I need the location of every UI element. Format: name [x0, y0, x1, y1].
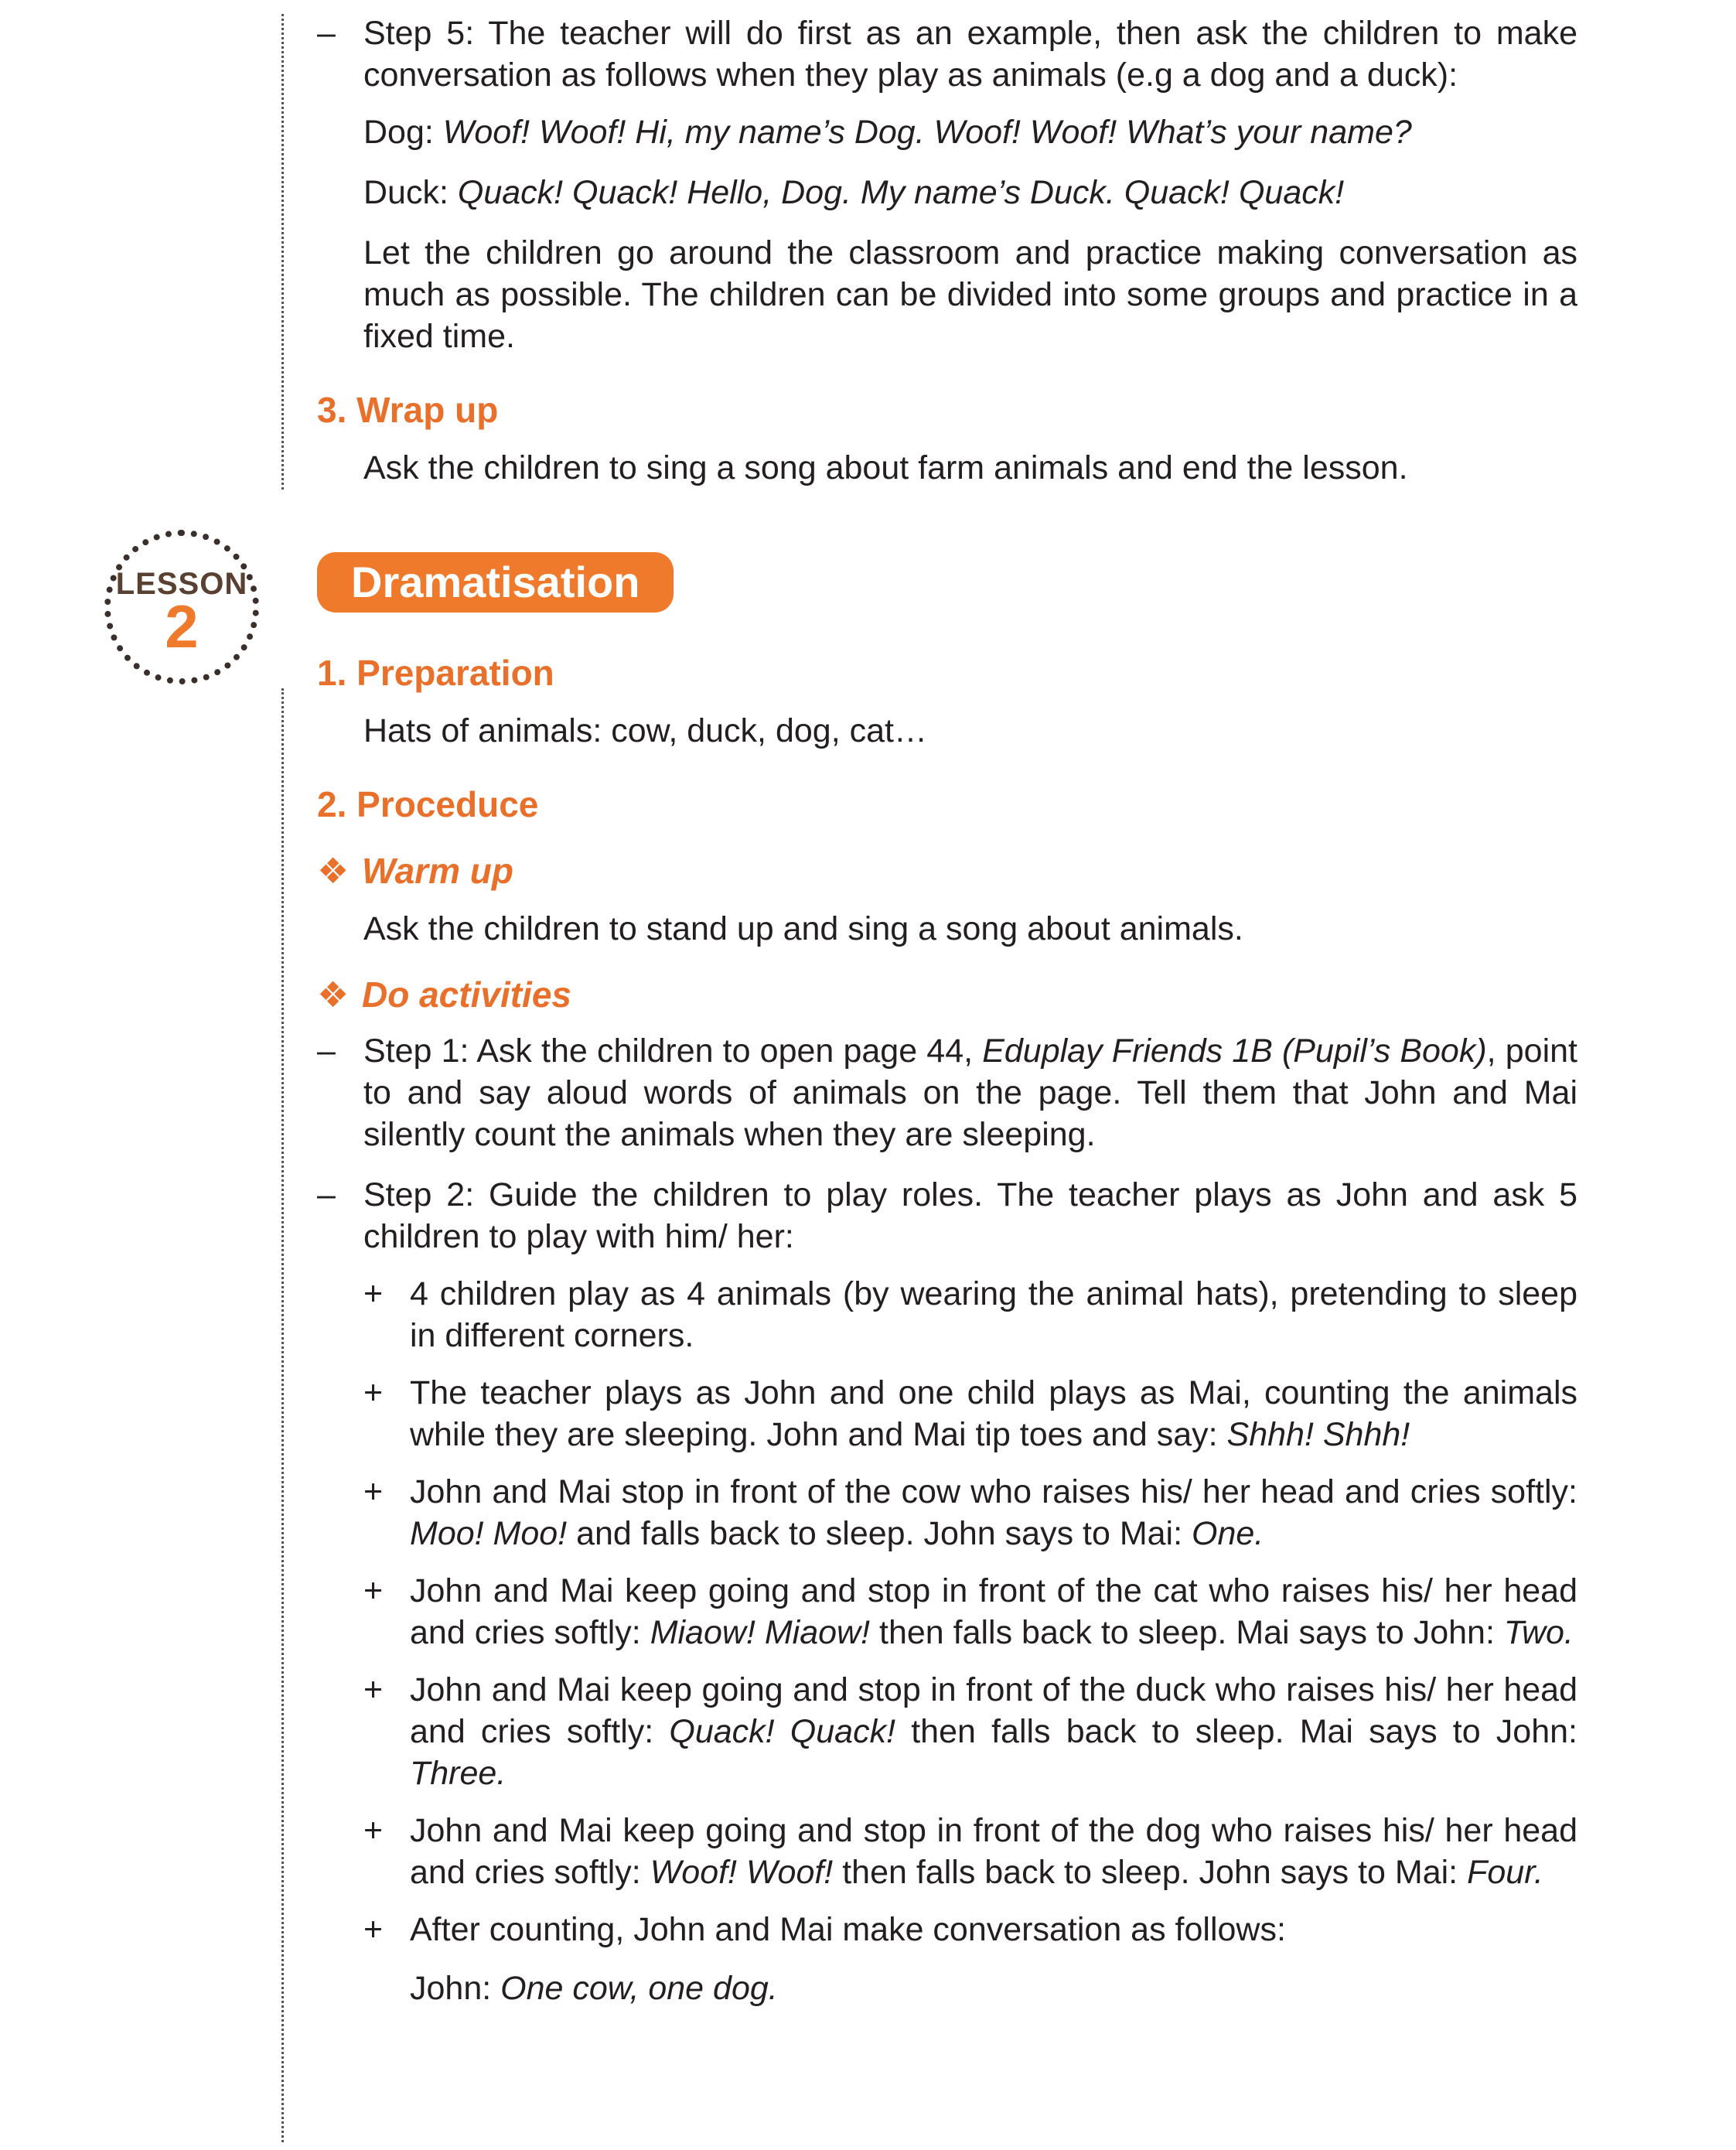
bullet-text [410, 1372, 1577, 1456]
dash-marker: – [317, 15, 336, 52]
page-content [317, 12, 1577, 2009]
preparation-heading: 1. Preparation [317, 653, 554, 693]
margin-dotted-line-bottom [281, 688, 284, 2142]
john-line [410, 1967, 1577, 2009]
step1-part: , point to and say aloud words of animals on the page. Tell them that John and Mai silently count the animals when they are sleeping. [363, 1032, 1578, 1153]
wrap-up-text: Ask the children to sing a song about farm animals and end the lesson. [363, 449, 1408, 486]
step5-item [317, 12, 1577, 96]
step1-text [363, 1030, 1577, 1155]
bullet-part: John and Mai keep going and stop in front of the cat who raises his/ her head and cries softly: [410, 1572, 1577, 1651]
list-item [363, 1909, 1577, 1950]
warm-up-title: Warm up [362, 851, 513, 891]
practice-text: Let the children go around the classroom and practice making conversation as much as possible. The children can be divided into some groups and practice in a fixed time. [363, 234, 1577, 355]
duck-speech: Quack! Quack! Hello, Dog. My name’s Duck. Quack! Quack! [457, 174, 1345, 211]
plus-marker: + [363, 1812, 384, 1849]
list-item [363, 1471, 1577, 1554]
bullet-part: John and Mai stop in front of the cow who raises his/ her head and cries softly: [410, 1473, 1577, 1510]
warm-up-heading [317, 849, 1577, 892]
preparation-text: Hats of animals: cow, duck, dog, cat… [363, 712, 927, 749]
lesson-title-row [317, 552, 1577, 613]
dog-line [363, 111, 1577, 153]
john-speech: One cow, one dog. [500, 1970, 778, 2007]
step1-item [317, 1030, 1577, 1155]
plus-marker: + [363, 1374, 384, 1411]
lesson-label: LESSON [115, 567, 248, 601]
book-title: Eduplay Friends 1B (Pupil’s Book) [982, 1032, 1487, 1070]
diamond-bullet-icon: ❖ [317, 974, 350, 1015]
lesson-title: Dramatisation [317, 552, 674, 613]
dash-marker: – [317, 1176, 336, 1213]
plus-marker: + [363, 1275, 384, 1312]
bullet-text [410, 1471, 1577, 1554]
bullet-italic: Shhh! Shhh! [1226, 1416, 1410, 1453]
lesson-badge [104, 530, 259, 684]
warm-up-text: Ask the children to stand up and sing a song about animals. [363, 910, 1243, 947]
bullet-italic: Quack! Quack! [669, 1713, 896, 1750]
bullet-text [410, 1570, 1577, 1653]
plus-marker: + [363, 1671, 384, 1708]
bullet-italic: Two. [1503, 1614, 1574, 1651]
procedure-heading: 2. Proceduce [317, 784, 539, 824]
plus-marker: + [363, 1911, 384, 1948]
list-item [363, 1570, 1577, 1653]
lesson-number: 2 [165, 592, 199, 660]
bullet-part: then falls back to sleep. John says to Mai: [833, 1854, 1468, 1891]
bullet-text: After counting, John and Mai make conversation as follows: [410, 1911, 1286, 1948]
bullet-text [410, 1669, 1577, 1794]
duck-line [363, 172, 1577, 213]
step2-text: Step 2: Guide the children to play roles. The teacher plays as John and ask 5 children to play with him/ her: [363, 1176, 1577, 1255]
do-activities-heading [317, 973, 1577, 1016]
list-item [363, 1669, 1577, 1794]
step2-item [317, 1174, 1577, 1258]
bullet-part: John and Mai keep going and stop in front of the duck who raises his/ her head and cries softly: [410, 1671, 1577, 1750]
bullet-text: 4 children play as 4 animals (by wearing the animal hats), pretending to sleep in different corners. [410, 1275, 1577, 1354]
bullet-italic: One. [1192, 1515, 1264, 1552]
plus-marker: + [363, 1572, 384, 1609]
bullet-part: John and Mai keep going and stop in front of the dog who raises his/ her head and cries softly: [410, 1812, 1577, 1891]
step5-text: Step 5: The teacher will do first as an example, then ask the children to make conversation as follows when they play as animals (e.g a dog and a duck): [363, 15, 1577, 94]
plus-marker: + [363, 1473, 384, 1510]
bullet-italic: Woof! Woof! [650, 1854, 834, 1891]
bullet-part: then falls back to sleep. Mai says to John: [895, 1713, 1577, 1750]
do-activities-title: Do activities [362, 974, 571, 1015]
list-item [363, 1273, 1577, 1357]
dash-marker: – [317, 1032, 336, 1070]
bullet-italic: Moo! Moo! [410, 1515, 568, 1552]
step1-part: Step 1: Ask the children to open page 44, [363, 1032, 983, 1070]
dog-speech: Woof! Woof! Hi, my name’s Dog. Woof! Woof! What’s your name? [442, 114, 1412, 151]
dog-speaker: Dog: [363, 114, 443, 151]
wrap-up-heading: 3. Wrap up [317, 390, 499, 430]
john-speaker: John: [410, 1970, 501, 2007]
diamond-bullet-icon: ❖ [317, 851, 350, 891]
bullet-italic: Miaow! Miaow! [650, 1614, 871, 1651]
bullet-part: The teacher plays as John and one child plays as Mai, counting the animals while they are sleeping. John and Mai tip toes and say: [410, 1374, 1577, 1453]
list-item [363, 1810, 1577, 1893]
margin-dotted-line-top [281, 14, 284, 490]
bullet-text [410, 1810, 1577, 1893]
bullet-part: then falls back to sleep. Mai says to John: [870, 1614, 1504, 1651]
list-item [363, 1372, 1577, 1456]
bullet-italic: Four. [1467, 1854, 1543, 1891]
duck-speaker: Duck: [363, 174, 458, 211]
bullet-italic: Three. [410, 1755, 506, 1792]
bullet-part: and falls back to sleep. John says to Mai: [567, 1515, 1192, 1552]
